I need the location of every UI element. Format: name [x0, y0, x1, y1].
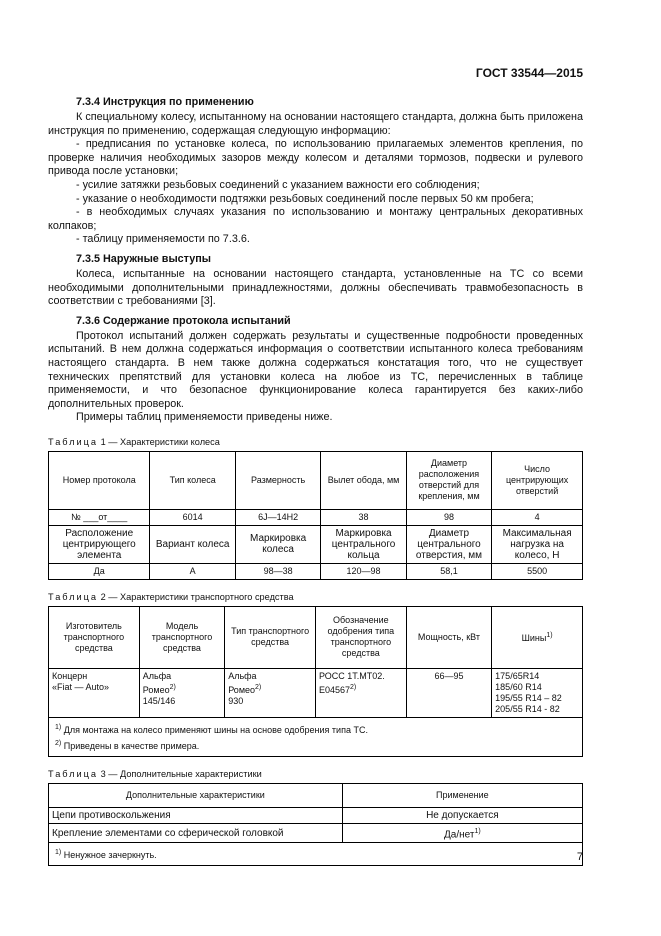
list-item: - указание о необходимости подтяжки резьбовых соединений после первых 50 км пробега;: [76, 192, 534, 205]
table-header-cell: Маркировка центрального кольца: [321, 525, 406, 563]
note-text: Ненужное зачеркнуть.: [63, 850, 157, 861]
table-row: [49, 509, 583, 525]
list-item: - усилие затяжки резьбовых соединений с указанием важности его соблюдения;: [76, 178, 480, 191]
table-cell: 38: [321, 509, 406, 525]
table-header-cell: Дополнительные характеристики: [49, 783, 343, 807]
footnote-mark: 2): [350, 683, 357, 691]
model-line: 145/146: [142, 695, 176, 706]
table-caption-text: 2 — Характеристики транспортного средства: [100, 591, 294, 602]
table-cell: 5500: [492, 563, 583, 579]
table-header-cell: Диаметр расположения отверстий для крепления, мм: [406, 451, 491, 509]
paragraph: Колеса, испытанные на основании настоящего стандарта, установленные на ТС со всеми необходимыми дополнительными принадлежностями, должны обеспечивать травмобезопасность в соответствии с требованиями [3].: [48, 267, 583, 308]
table-header-row: [49, 525, 583, 563]
table-header-cell: Тип транспортного средства: [225, 606, 316, 668]
document-header: ГОСТ 33544—2015: [475, 66, 583, 80]
table-header-cell: Число центрирующих отверстий: [492, 451, 583, 509]
table-header-cell: Вылет обода, мм: [321, 451, 406, 509]
tyre-line: 205/55 R14 - 82: [495, 703, 560, 714]
table-cell: Цепи противоскольжения: [49, 807, 343, 823]
table-header-cell: Номер протокола: [49, 451, 150, 509]
table-cell: Не допускается: [342, 807, 582, 823]
footnote-mark: 2): [255, 683, 262, 691]
paragraph: Примеры таблиц применяемости приведены ниже.: [76, 411, 333, 424]
table-header-row: [49, 783, 583, 807]
table-header-cell: [492, 606, 583, 668]
table-header-cell: Размерность: [235, 451, 320, 509]
table-header-cell: Маркировка колеса: [235, 525, 320, 563]
table-caption-word: Таблица: [48, 591, 99, 602]
table-caption-word: Таблица: [48, 768, 99, 779]
approval-line: РОСС 1Т.МТ02.: [318, 670, 385, 681]
maker-line: Концерн: [52, 670, 88, 681]
paragraph: К специальному колесу, испытанному на основании настоящего стандарта, должна быть приложена инструкция по применению, содержащая следующую информацию:: [48, 111, 583, 137]
footnote-mark: 1): [474, 827, 481, 835]
model-name: Ромео: [142, 684, 170, 695]
approval-code: Е04567: [318, 684, 350, 695]
table-notes: [49, 717, 583, 756]
table-header-cell: Мощность, кВт: [406, 606, 491, 668]
table-header-row: [49, 606, 583, 668]
table-row: [49, 668, 583, 717]
footnote-mark: 1): [546, 632, 553, 640]
table-row: [49, 823, 583, 842]
table-caption: [48, 592, 583, 602]
list-item: - таблицу применяемости по 7.3.6.: [76, 233, 250, 246]
table-cell: [49, 668, 140, 717]
model-line: Альфа: [142, 670, 172, 681]
tyres-header-label: Шины: [521, 633, 547, 644]
section-title-7-3-5: 7.3.5 Наружные выступы: [76, 252, 211, 265]
table-notes-row: [49, 843, 583, 866]
type-line: [228, 682, 312, 696]
table-cell: 6J—14H2: [235, 509, 320, 525]
table-header-cell: Тип колеса: [150, 451, 235, 509]
table-caption: [48, 769, 583, 779]
table-caption-text: 1 — Характеристики колеса: [100, 436, 220, 447]
note-text: Приведены в качестве примера.: [63, 740, 200, 751]
tyre-line: 195/55 R14 – 82: [495, 692, 562, 703]
table-row: [49, 563, 583, 579]
table-note: [55, 737, 576, 753]
table-header-cell: Обозначение одобрения типа транспортного средства: [315, 606, 406, 668]
table-header-cell: Изготовитель транспортного средства: [49, 606, 140, 668]
maker-line: «Fiat — Auto»: [52, 681, 110, 692]
footnote-mark: 1): [55, 723, 62, 731]
note-text: Для монтажа на колесо применяют шины на основе одобрения типа ТС.: [63, 724, 368, 735]
table-note: [55, 721, 576, 737]
tyre-line: 175/65R14: [495, 670, 540, 681]
model-line: [143, 682, 221, 696]
table-cell: Да: [49, 563, 150, 579]
table-cell: 98: [406, 509, 491, 525]
table-header-cell: Максимальная нагрузка на колесо, Н: [492, 525, 583, 563]
table-header-cell: Модель транспортного средства: [139, 606, 224, 668]
page-body: [48, 90, 583, 866]
type-line: Альфа: [228, 670, 257, 681]
table-header-cell: Применение: [342, 783, 582, 807]
footnote-mark: 2): [169, 683, 176, 691]
paragraph: Протокол испытаний должен содержать результаты и существенные подробности проведенных испытаний. В нем должна содержаться информация о соответствии испытанного колеса требованиям настоящего стандарта. В нем также должна содержаться констатация того, что не существует технических препятствий для установки колеса на любое из ТС, перечисленных в таблице применяемости, и что безопасное функционирование колеса гарантируется без каких-либо дополнительных проверок.: [48, 329, 583, 410]
table-cell: А: [150, 563, 235, 579]
footnote-mark: 1): [55, 849, 62, 857]
list-item: - в необходимых случаях указания по использованию и монтажу центральных декоративных колпаков;: [48, 206, 583, 232]
table-cell: 4: [492, 509, 583, 525]
table-caption-text: 3 — Дополнительные характеристики: [100, 768, 262, 779]
table-cell: [225, 668, 316, 717]
table-header-row: [49, 451, 583, 509]
table-cell: 6014: [150, 509, 235, 525]
table-cell: [315, 668, 406, 717]
table-caption: [48, 437, 583, 447]
table-cell: № ___от____: [49, 509, 150, 525]
tyre-line: 185/60 R14: [495, 681, 542, 692]
table-cell: Крепление элементами со сферической головкой: [49, 823, 343, 842]
table-notes: [49, 843, 583, 866]
wheel-characteristics-table: [48, 451, 583, 580]
table-header-cell: Вариант колеса: [150, 525, 235, 563]
footnote-mark: 2): [55, 739, 62, 747]
table-cell: 66—95: [406, 668, 491, 717]
table-cell: [139, 668, 224, 717]
section-title-7-3-4: 7.3.4 Инструкция по применению: [76, 96, 254, 108]
table-cell: 98—38: [235, 563, 320, 579]
type-line: 930: [228, 695, 244, 706]
section-title-7-3-6: 7.3.6 Содержание протокола испытаний: [76, 314, 291, 327]
vehicle-characteristics-table: [48, 606, 583, 757]
list-item: - предписания по установке колеса, по использованию прилагаемых элементов крепления, по проверке наличия необходимых зазоров между колесом и деталями тормозов, подвески и рулевого привода после установки;: [48, 138, 583, 178]
approval-line: [319, 682, 403, 696]
table-header-cell: Диаметр центрального отверстия, мм: [406, 525, 491, 563]
page-number: 7: [576, 851, 583, 863]
type-name: Ромео: [228, 684, 256, 695]
table-header-cell: Расположение центрирующего элемента: [49, 525, 150, 563]
additional-characteristics-table: [48, 783, 583, 866]
table-notes-row: [49, 717, 583, 756]
table-cell: 120—98: [321, 563, 406, 579]
application-value: Да/нет: [444, 829, 475, 841]
table-cell: [342, 823, 582, 842]
table-caption-word: Таблица: [48, 436, 99, 447]
table-row: [49, 807, 583, 823]
table-cell: [492, 668, 583, 717]
table-cell: 58,1: [406, 563, 491, 579]
